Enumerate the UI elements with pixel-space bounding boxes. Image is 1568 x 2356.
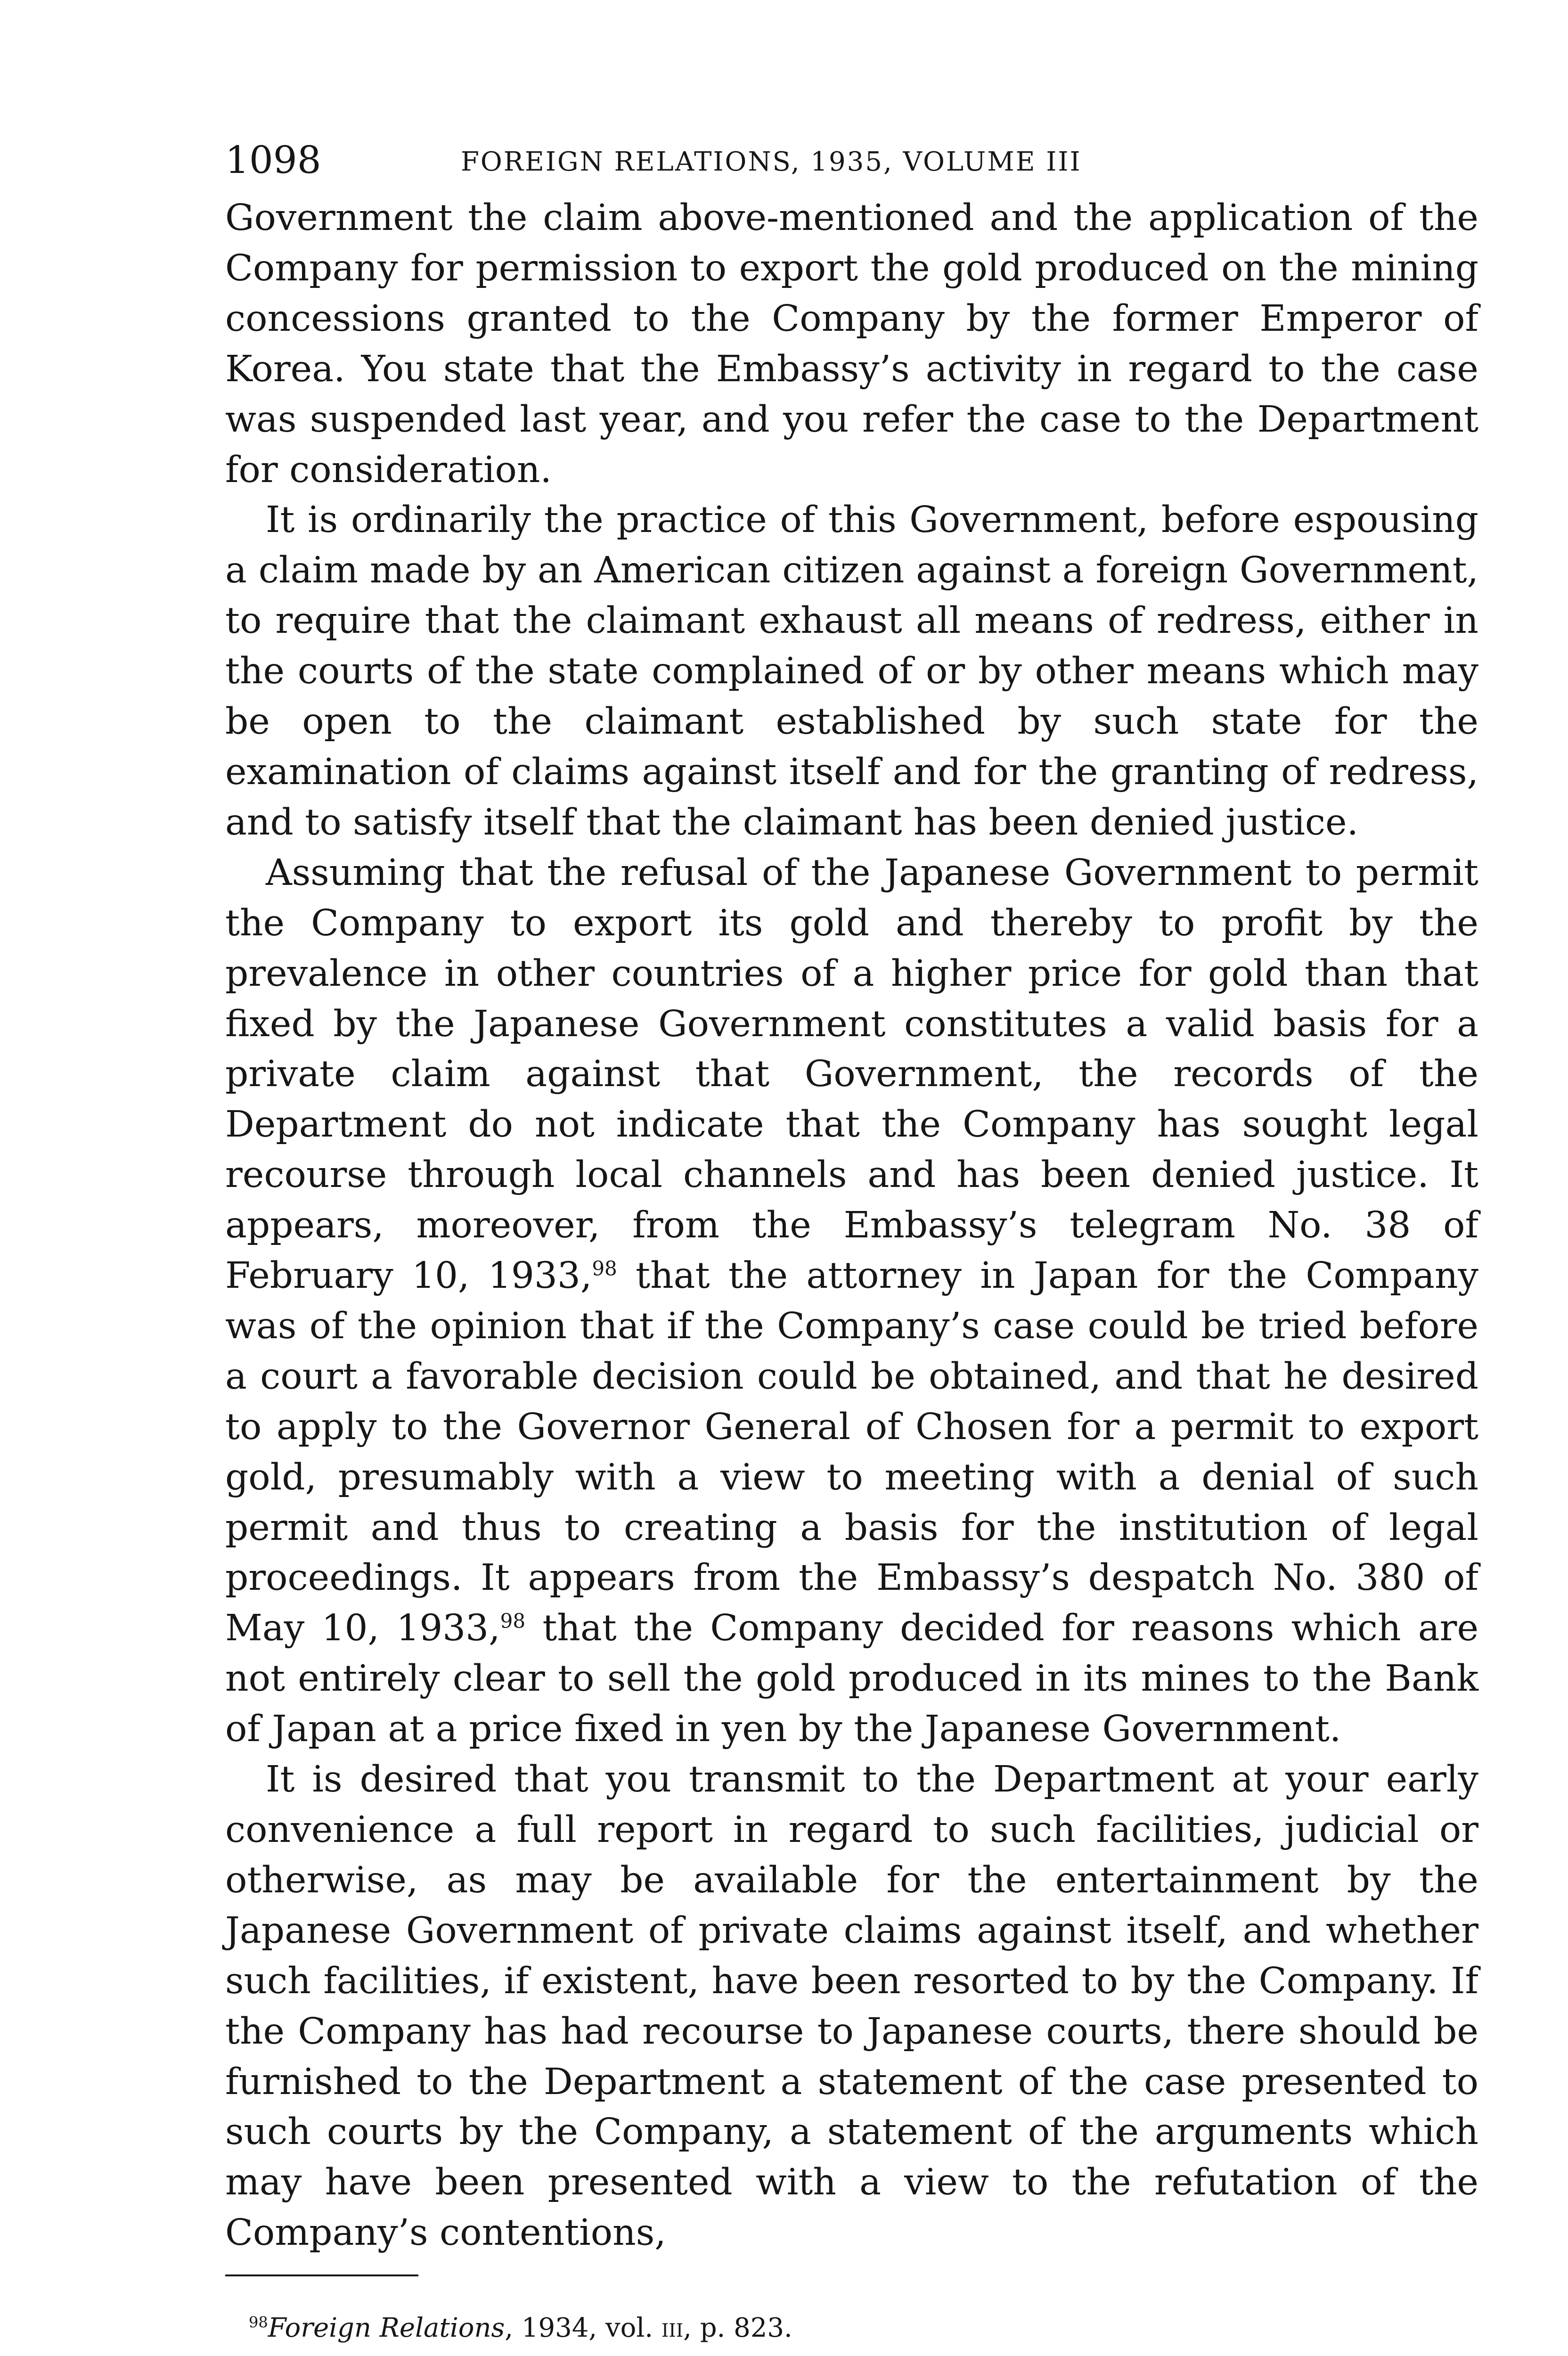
paragraph-3-part-b: that the attorney in Japan for the Company was of the opinion that if the Company’s case could be tried before a court a favorable decision could be obtained, and that he desired to apply to the Governor General of Chosen for a permit to export gold, presumably with a view to meeting with a denial of such permit and thus to creating a basis for the institution of legal proceedings. It appears from the Embassy’s despatch No. 380 of May 10, 1933,: [225, 1255, 1478, 1650]
document-page: [225, 137, 1478, 2347]
footnote-page: , p. 823.: [683, 2313, 792, 2344]
footnote-text: , 1934, vol.: [505, 2313, 662, 2344]
paragraph-3-part-c: that the Company decided for reasons which are not entirely clear to sell the gold produced in its mines to the Bank of Japan at a price fixed in yen by the Japanese Government.: [225, 1607, 1479, 1751]
body-text: [225, 193, 1478, 2258]
footnote-marker: 98: [249, 2313, 268, 2331]
paragraph-1: Government the claim above-mentioned and the application of the Company for permission to export the gold produced on the mining concessions granted to the Company by the former Emperor of Korea. You state that the Embassy’s activity in regard to the case was suspended last year, and you refer the case to the Department for consideration.: [225, 197, 1478, 491]
footnote-title: Foreign Relations: [268, 2313, 505, 2344]
page-header: [225, 137, 1478, 193]
page-number: 1098: [225, 138, 321, 182]
footnote-reference: 98: [592, 1257, 617, 1280]
footnote-divider: [225, 2274, 418, 2276]
paragraph-3-part-a: Assuming that the refusal of the Japanese Government to permit the Company to export its gold and thereby to profit by the prevalence in other countries of a higher price for gold than that fixed by the Japanese Government constitutes a valid basis for a private claim against that Government, the records of the Department do not indicate that the Company has sought legal recourse through local channels and has been denied justice. It appears, moreover, from the Embassy’s telegram No. 38 of February 10, 1933,: [225, 851, 1478, 1297]
paragraph-3: [225, 848, 1478, 1755]
paragraph-2: It is ordinarily the practice of this Government, before espousing a claim made by an American citizen against a foreign Government, to require that the claimant exhaust all means of redress, either in the courts of the state complained of or by other means which may be open to the claimant established by such state for the examination of claims against itself and for the granting of redress, and to satisfy itself that the claimant has been denied justice.: [225, 499, 1478, 843]
footnote-reference: 98: [500, 1609, 526, 1633]
running-head: FOREIGN RELATIONS, 1935, VOLUME III: [461, 147, 1082, 177]
paragraph-4: It is desired that you transmit to the Department at your early convenience a full report in regard to such facilities, judicial or otherwise, as may be available for the entertainment by the Japanese Government of private claims against itself, and whether such facilities, if existent, have been resorted to by the Company. If the Company has had recourse to Japanese courts, there should be furnished to the Department a statement of the case presented to such courts by the Company, a statement of the arguments which may have been presented with a view to the refutation of the Company’s contentions,: [225, 1759, 1478, 2254]
footnote: [225, 2309, 1478, 2347]
footnote-volume: iii: [661, 2313, 684, 2344]
